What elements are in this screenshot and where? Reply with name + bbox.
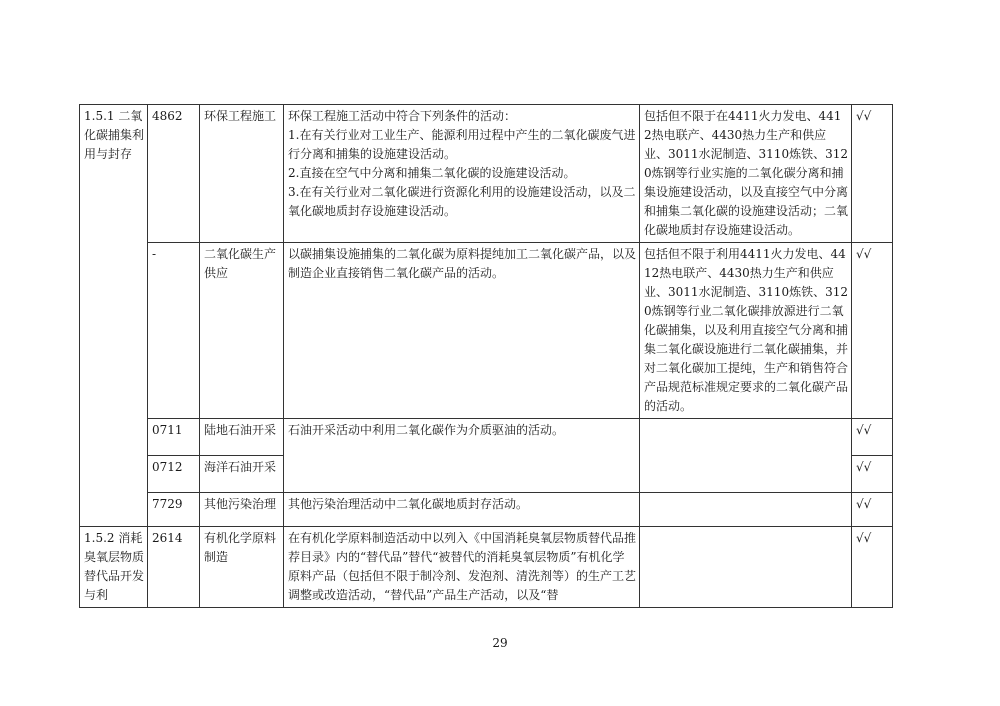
table-row [80, 243, 893, 419]
industry-code: 0712 [148, 456, 200, 493]
table-row [80, 105, 893, 243]
check-mark: √√ [852, 243, 893, 419]
check-mark: √√ [852, 527, 893, 608]
table-row [80, 527, 893, 608]
note-text: 包括但不限于利用4411火力发电、4412热电联产、4430热力生产和供应业、3011水泥制造、3110炼铁、3120炼钢等行业二氧化碳排放源进行二氧化碳捕集，以及利用直接空气分离和捕集二氧化碳设施进行二氧化碳捕集，并对二氧化碳加工提纯，生产和销售符合产品规范标准规定要求的二氧化碳产品的活动。 [644, 247, 849, 413]
check-mark: √√ [852, 419, 893, 456]
industry-name: 有机化学原料制造 [200, 527, 284, 608]
note-cell [640, 243, 852, 419]
category-cell [80, 105, 148, 527]
check-mark: √√ [852, 456, 893, 493]
industry-code: - [148, 243, 200, 419]
description-cell [284, 493, 640, 527]
category-cell [80, 527, 148, 608]
industry-code: 0711 [148, 419, 200, 456]
description-text: 环保工程施工活动中符合下列条件的活动： 1.在有关行业对工业生产、能源利用过程中产生的二氧化碳废气进行分离和捕集的设施建设活动。 2.直接在空气中分离和捕集二氧化碳的设施建设活动。 3.在有关行业对二氧化碳进行资源化利用的设施建设活动，以及二氧化碳地质封存设施建设活动。 [288, 109, 636, 218]
description-cell [284, 243, 640, 419]
note-cell [640, 493, 852, 527]
industry-name: 陆地石油开采 [200, 419, 284, 456]
note-cell [640, 105, 852, 243]
note-text: 包括但不限于在4411火力发电、4412热电联产、4430热力生产和供应业、3011水泥制造、3110炼铁、3120炼钢等行业实施的二氧化碳分离和捕集设施建设活动，以及直接空气中分离和捕集二氧化碳的设施建设活动；二氧化碳地质封存设施建设活动。 [644, 109, 849, 237]
description-text: 石油开采活动中利用二氧化碳作为介质驱油的活动。 [288, 423, 565, 437]
check-mark: √√ [852, 105, 893, 243]
industry-code: 4862 [148, 105, 200, 243]
note-cell [640, 419, 852, 493]
industry-name: 环保工程施工 [200, 105, 284, 243]
category-label: 1.5.1 二氧化碳捕集利用与封存 [84, 109, 145, 161]
industry-name: 其他污染治理 [200, 493, 284, 527]
page-number: 29 [492, 636, 508, 650]
industry-name: 二氧化碳生产供应 [200, 243, 284, 419]
description-cell [284, 419, 640, 493]
description-text: 以碳捕集设施捕集的二氧化碳为原料提纯加工二氧化碳产品，以及制造企业直接销售二氧化碳产品的活动。 [288, 247, 637, 280]
description-text: 其他污染治理活动中二氧化碳地质封存活动。 [288, 497, 529, 511]
catalog-table [79, 104, 893, 608]
table-row [80, 493, 893, 527]
description-cell [284, 527, 640, 608]
category-label: 1.5.2 消耗臭氧层物质替代品开发与利 [84, 531, 145, 602]
table-row [80, 419, 893, 456]
note-cell [640, 527, 852, 608]
description-cell [284, 105, 640, 243]
industry-code: 7729 [148, 493, 200, 527]
check-mark: √√ [852, 493, 893, 527]
industry-name: 海洋石油开采 [200, 456, 284, 493]
industry-code: 2614 [148, 527, 200, 608]
description-text: 在有机化学原料制造活动中以列入《中国消耗臭氧层物质替代品推荐目录》内的“替代品”替代“被替代的消耗臭氧层物质”有机化学原料产品（包括但不限于制冷剂、发泡剂、清洗剂等）的生产工艺调整或改造活动，“替代品”产品生产活动，以及“替 [288, 531, 637, 602]
